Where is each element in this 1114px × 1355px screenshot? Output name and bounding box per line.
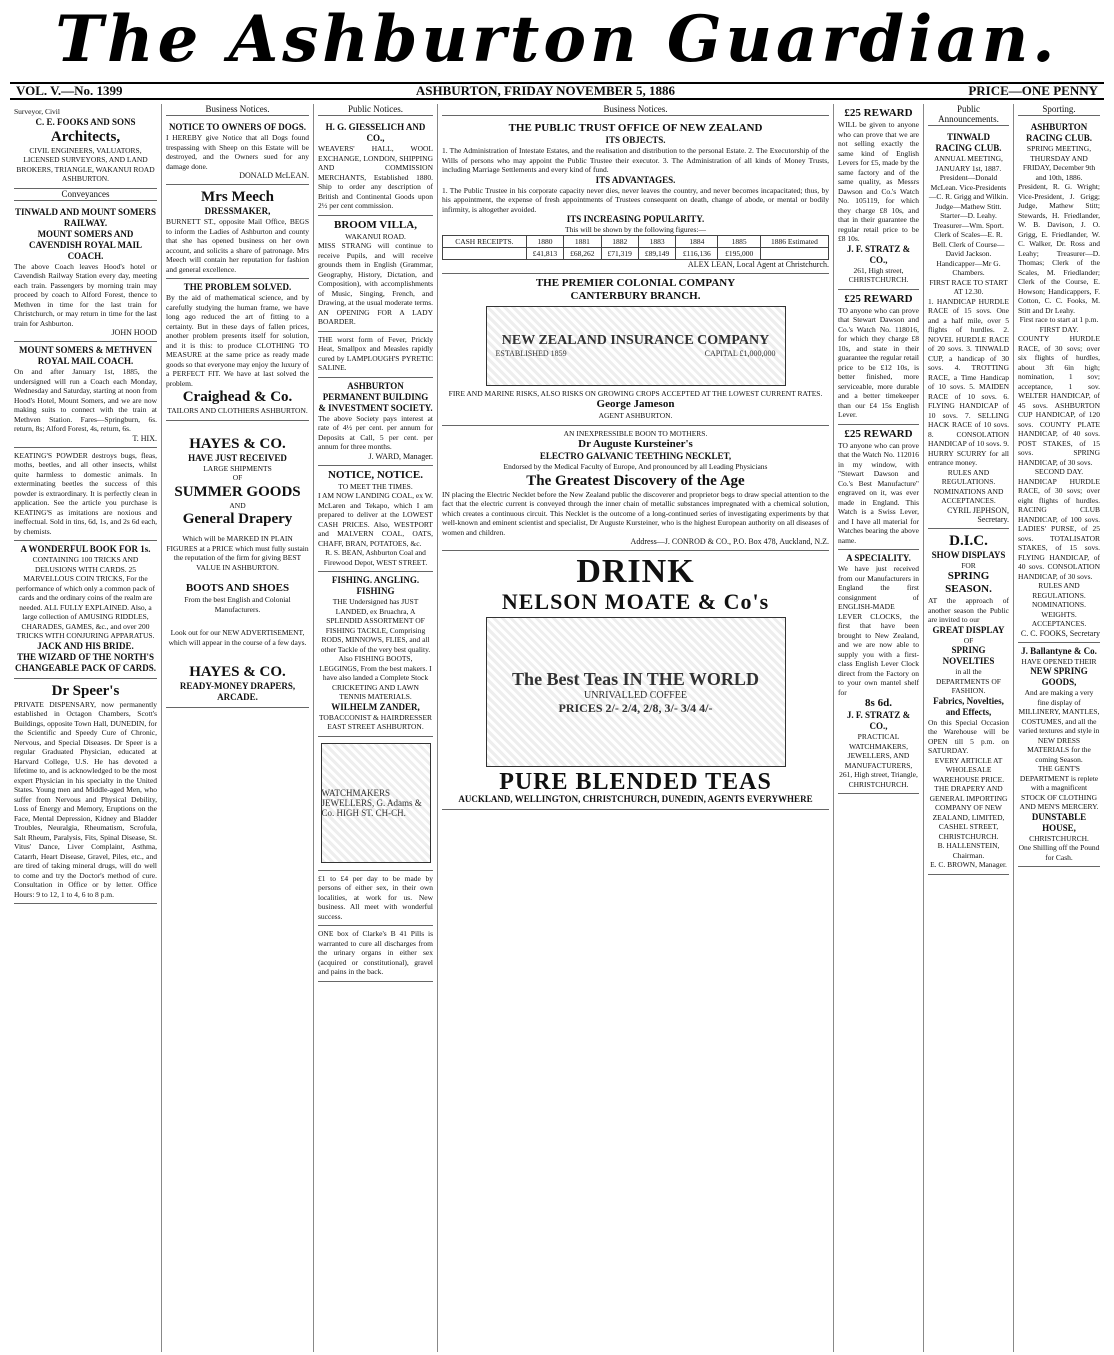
capital: CAPITAL £1,000,000 [704, 349, 776, 358]
tea-ad [442, 551, 829, 810]
column-6 [924, 104, 1014, 1352]
arc-rules: RULES AND REGULATIONS. [1032, 581, 1086, 600]
jameson: George Jameson [596, 398, 675, 410]
coach-body: The above Coach leaves Hood's hotel or Cavendish Railway Station every day, meeting each train. Passengers by morning train may proceed by coach to Alford Forest, thence to Methven in time for the last train for Christchurch, or may return in time for the last train for Ashburton. [14, 261, 157, 328]
notice-sub: TO MEET THE TIMES. [338, 481, 413, 491]
arc-spring: SPRING MEETING, [1026, 144, 1092, 153]
dic-depts: in all the DEPARTMENTS OF FASHION. [936, 667, 1001, 695]
building-body: The above Society pays interest at rate of 4½ per cent. per annum for Deposits at Call, 5 per cent. per annum for three months. [318, 413, 433, 451]
dic-ad [928, 529, 1009, 875]
table-cell: 1883 [638, 235, 675, 247]
insurance-crest [486, 306, 786, 386]
premier-title: THE PREMIER COLONIAL COMPANY [535, 276, 736, 289]
tea-engraving [486, 617, 786, 767]
kurst-name: Dr Auguste Kursteiner's [578, 438, 693, 450]
dic-great: GREAT DISPLAY [932, 624, 1005, 635]
giesselich-title: H. G. GIESSELICH AND CO., [325, 122, 426, 143]
table-cell [760, 247, 828, 259]
reward1-body: WILL be given to anyone who can prove that we are not selling exactly the same kind of English Levers for £5, made by the same factory and of the same quality, as Messrs Dawson and Co.'s Watch No. 105119, for which they charge £8 10s, and that in their guarantee the regular retail price to be £8 10s. [838, 120, 919, 243]
table-cell: 1882 [601, 235, 638, 247]
stratz-addr: 261, High street, CHRISTCHURCH. [848, 265, 909, 284]
tinwald-noms: NOMINATIONS AND ACCEPTANCES. [933, 486, 1004, 505]
public-head: Public Notices. [318, 104, 433, 116]
problem-title: THE PROBLEM SOLVED. [183, 282, 292, 292]
fishing-title: FISHING. ANGLING. FISHING [331, 575, 420, 596]
fire-line: FIRE AND MARINE RISKS, ALSO RISKS ON GROWING CROPS ACCEPTED AT THE LOWEST CURRENT RATES. [448, 388, 823, 398]
dic-wholesale: EVERY ARTICLE AT WHOLESALE WAREHOUSE PRICE. [932, 755, 1005, 784]
business-head-2: Business Notices. [442, 104, 829, 116]
table-cell: £195,000 [718, 247, 760, 259]
mail-body: On and after January 1st, 1885, the undersigned will run a Coach each Monday, Wednesday and Saturday, starting at noon from Hood's Hotel, Mount Somers, and we are now making suits to connect with the train at Methven Station. Fares—Springburn, 6s. return, 8s; Alford Forest, 4s, return, 6s. [14, 367, 157, 433]
table-cell: CASH RECEIPTS. [443, 235, 527, 247]
pop-sub: This will be shown by the following figures:— [564, 225, 707, 234]
arc-second-body: HANDICAP HURDLE RACE, of 30 sovs; over eight flights of hurdles. RACING CLUB HANDICAP, of 100 sovs. LADIES' PURSE, of 25 sovs. TOTALISATOR STAKES, of 15 sovs. FLYING HANDICAP, of 40 sovs. CONSOLATION HANDICAP, of 30 sovs. [1018, 476, 1100, 581]
tinwald-ad [928, 129, 1009, 529]
conveyances-head: Conveyances [14, 189, 157, 201]
reward3-title: £25 REWARD [844, 427, 913, 440]
dic-hallenstein: B. HALLENSTEIN, Chairman. [937, 841, 1000, 860]
arc-weights: WEIGHTS. [1041, 609, 1077, 619]
broom-body: MISS STRANG will continue to receive Pupils, and will receive grounds them in English (Grammar, Geography, History, Dictation, and Composition), with accomplishments of Music, Singing, French, and Drawing, at the usual moderate terms. AN OPENING FOR A LADY BOARDER. [318, 241, 433, 326]
hayes-l4: SUMMER GOODS [174, 483, 301, 500]
hayes2-sub: READY-MONEY DRAPERS, ARCADE. [179, 681, 296, 702]
adv-body: 1. The Public Trustee in his corporate capacity never dies, never leaves the country, and never becomes incapacitated; thus, by his appointment, the expense of fresh appointments of Trustees consequent on death, change of abode, or mental or bodily infirmity, is altogether avoided. [442, 185, 829, 214]
ballantyne-opened: HAVE OPENED THEIR [1021, 656, 1097, 666]
coach-title: TINWALD AND MOUNT SOMERS RAILWAY. [14, 206, 157, 228]
zander-sub: TOBACCONIST & HAIRDRESSER EAST STREET ASHBURTON. [318, 712, 433, 731]
arc-ad [1018, 119, 1100, 643]
unrivalled: UNRIVALLED COFFEE [584, 689, 687, 701]
column-1 [10, 104, 162, 1352]
sporting-head: Sporting. [1018, 104, 1100, 116]
dic-of: OF [963, 635, 974, 645]
book-ad [14, 541, 157, 679]
coach-sub: MOUNT SOMERS AND CAVENDISH ROYAL MAIL COACH. [28, 228, 143, 261]
watchmakers-text: WATCHMAKERS JEWELLERS, G. Adams & Co. HIGH ST. CH-CH. [321, 787, 422, 818]
public-ann-head: Public Announcements. [928, 104, 1009, 126]
coach-ad [14, 204, 157, 343]
arc-officers: President, R. G. Wright; Vice-President, J. Grigg; Judge, Mathew Stitt; Stewards, H. Friedlander, W. B. Davison, J. O. Grigg, E. Friedlander, W. C. Walker, Dr. Ross and Leahy; Treasurer—D. Thomas; Clerk of the Scales, M. Friedlander; Clerk of the Course, E. Howson; Handicappers, F. Cotton, C. C. Fooks, M. Stitt and Dr Leahy. [1018, 182, 1100, 315]
fever-ad: THE worst form of Fever, Prickly Heat, Smallpox and Measles rapidly cured by LAMPLOUGH'S PYRETIC SALINE. [318, 332, 433, 378]
table-cell: £41,813 [526, 247, 563, 259]
column-3 [314, 104, 438, 1352]
arc-dates: THURSDAY AND FRIDAY, December 9th and 10th, 1886. [1022, 153, 1096, 182]
ballantyne-ad [1018, 643, 1100, 868]
hayes-l5: AND [229, 500, 246, 510]
receipts-table [442, 235, 829, 260]
table-cell: 1881 [564, 235, 601, 247]
hayes-l2: LARGE SHIPMENTS [203, 463, 272, 473]
hayes2-title: HAYES & CO. [189, 664, 286, 680]
masthead-title: The Ashburton Guardian. [55, 2, 1059, 77]
insurance-name: NEW ZEALAND INSURANCE COMPANY [501, 333, 770, 348]
conrod-line: Address—J. CONROD & CO., P.O. Box 478, Auckland, N.Z. [630, 537, 829, 546]
reward2-title: £25 REWARD [844, 292, 913, 305]
stratz-name: J. F. STRATZ & CO., [846, 243, 911, 265]
dic-body: AT the approach of another season the Public are invited to our [928, 596, 1009, 624]
volume-number: VOL. V.—No. 1399 [16, 83, 123, 98]
craighead-title: Craighead & Co. [182, 389, 293, 405]
hayes-l6: General Drapery [182, 511, 293, 527]
table-cell: 1886 Estimated [760, 235, 828, 247]
earn-ad: £1 to £4 per day to be made by persons of either sex, in their own localities, at work for us. New business. All meet with wonderful success. [318, 871, 433, 927]
column-7 [1014, 104, 1104, 1352]
hayes-ad [166, 421, 309, 709]
dunstable: DUNSTABLE HOUSE, [1031, 811, 1087, 833]
reward3-body: TO anyone who can prove that the Watch No. 112016 in my window, with "Stewart Dawson and Co.'s Best Manufacture" engraved on it, was ever made in England. This Watch is a Swiss Lever, and I have all material for Watches bearing the above name. [838, 440, 919, 545]
problem-body: By the aid of mathematical science, and by carefully studying the human frame, we have long ago reduced the art of fitting to a certainty. But in these days of fallen prices, another problem presents itself for solution, and it is this: to produce CLOTHING TO MEASURE at the same price as ready made goods so that everyone may enjoy the luxury of a PERFECT FIT. We have at last solved the problem. [166, 293, 309, 388]
chch: CHRISTCHURCH. [1029, 833, 1089, 843]
ballantyne-millinery: And are making a very fine display of MILLINERY, MANTLES, COSTUMES, and all the varied textures and style in NEW DRESS MATERIALS for the coming Season. [1018, 688, 1100, 764]
fooks-ad [14, 104, 157, 189]
dic-drapery: THE DRAPERY AND GENERAL IMPORTING COMPANY OF NEW ZEALAND, LIMITED, CASHEL STREET, CHRISTCHURCH. [929, 784, 1008, 841]
column-5 [834, 104, 924, 1352]
column-2 [162, 104, 314, 1352]
table-cell: £68,262 [564, 247, 601, 259]
nelson-line: NELSON MOATE & Co's [501, 589, 770, 614]
trust-sub: ITS OBJECTS. [605, 135, 666, 145]
premier-branch: CANTERBURY BRANCH. [570, 289, 701, 302]
keating-ad: KEATING'S POWDER destroys bugs, fleas, moths, beetles, and all other insects, whilst quite harmless to domestic animals. In exterminating beetles the success of this powder is extraordinary. It is perfectly clean in application. See the article you purchase is KEATING'S as imitations are noxious and ineffectual. Sold in tins, 6d, 1s, and 2s 6d each, by chemists. [14, 448, 157, 542]
business-head: Business Notices. [166, 104, 309, 116]
drink-line: DRINK [576, 553, 695, 590]
arc-accept: ACCEPTANCES. [1031, 619, 1087, 628]
greatest-line: The Greatest Discovery of the Age [526, 472, 745, 489]
tinwald-title: TINWALD RACING CLUB. [935, 132, 1002, 153]
reward3-ad [838, 425, 919, 551]
reward1-title: £25 REWARD [844, 107, 913, 119]
giesselich-body: WEAVERS' HALL, WOOL EXCHANGE, LONDON, SHIPPING AND COMMISSION MERCHANTS, Established 1880. Ship to order any description of British and Continental Goods upon 2½ per cent commission. [318, 144, 433, 210]
ballantyne-gents: THE GENT'S DEPARTMENT is replete with a magnificent STOCK OF CLOTHING AND MEN'S MERCERY. [1019, 764, 1099, 811]
notice-ad [318, 466, 433, 573]
zander-title: WILHELM ZANDER, [331, 701, 420, 712]
meech-body: BURNETT ST., opposite Mail Office, BEGS to inform the Ladies of Ashburton and county that she has opened business on her own account, and solicits a share of patronage. Mrs Meech will contain her reputation for fashion and general excellence. [166, 217, 309, 274]
mothers-line: AN INEXPRESSIBLE BOON TO MOTHERS. [563, 428, 708, 438]
speer-title: Dr Speer's [51, 682, 120, 699]
table-cell: £71,319 [601, 247, 638, 259]
dic-saturday: On this Special Occasion the Warehouse will be OPEN till 5 p.m. on SATURDAY. [928, 717, 1009, 755]
fooks-sub: Architects, [50, 128, 121, 145]
arc-first-race: First race to start at 1 p.m. [1019, 315, 1099, 324]
trust-title: THE PUBLIC TRUST OFFICE OF NEW ZEALAND [508, 122, 763, 134]
stratz2-name: J. F. STRATZ & CO., [846, 710, 911, 731]
arc-first-day: FIRST DAY. [1039, 324, 1079, 334]
broom-ad [318, 216, 433, 332]
wizard-line: THE WIZARD OF THE NORTH'S CHANGEABLE PACK OF CARDS. [14, 651, 156, 673]
dateline [10, 82, 1104, 100]
hayes-l3: OF [232, 473, 243, 482]
hayes-l7: Which will be MARKED IN PLAIN FIGURES at a PRICE which must fully sustain the reputation of the firm for giving BEST VALUE IN ASHBURTON. [166, 534, 309, 572]
specialty-price: 8s 6d. [865, 697, 892, 709]
hayes-title: HAYES & CO. [189, 435, 286, 452]
table-cell: 1880 [526, 235, 563, 247]
coach-sig: JOHN HOOD [111, 328, 157, 337]
dogs-sig: DONALD McLEAN. [239, 171, 309, 180]
established: ESTABLISHED 1859 [495, 349, 567, 358]
dogs-ad [166, 119, 309, 185]
notice-body: I AM NOW LANDING COAL, ex W. McLaren and Tekapo, which I am prepared to deliver at the LOWEST CASH PRICES. Also, WESTPORT and MALVERN COAL, OATS, CHAFF, BRAN, POTATOES, &c. [318, 491, 433, 548]
specialty-body: We have just received from our Manufacturers in England the first consignment of ENGLISH-MADE LEVER CLOCKS, the first that have been brought to New Zealand, and we are now able to supply you with a first-class English Lever Clock direct from the Factory on to your own mantel shelf for [838, 564, 919, 697]
fishing-body: THE Undersigned has JUST LANDED, ex Bruachra, A SPLENDID ASSORTMENT OF FISHING TACKLE, Comprising RODS, MINNOWS, FLIES, and all other Tackle of the very best quality. Also FISHING BOOTS, LEGGINGS, From the best makers. I have also landed a Complete Stock CRICKETING AND LAWN TENNIS MATERIALS. [319, 597, 432, 701]
trust-body: 1. The Administration of Intestate Estates, and the realisation and distribution to the personal Estate. 2. The Executorship of the Wills of persons who may appoint the Public Trustee their executor. 3. The Administration of all kinds of Money Trusts, including Marriage Settlements and every kind of fund. [442, 146, 829, 174]
speer-ad [14, 679, 157, 905]
adv-title: ITS ADVANTAGES. [595, 174, 676, 185]
dic-novelties: SPRING NOVELTIES [942, 645, 995, 666]
tinwald-rules: RULES AND REGULATIONS. [941, 467, 996, 486]
jack-line: JACK AND HIS BRIDE. [37, 640, 134, 651]
fooks-title: C. E. FOOKS AND SONS [35, 116, 136, 127]
price: PRICE—ONE PENNY [968, 83, 1098, 98]
necklet-ad [442, 426, 829, 552]
meech-sub: DRESSMAKER, [204, 206, 271, 216]
dic-spring: SPRING SEASON. [945, 570, 992, 595]
reward2-body: TO anyone who can prove that Stewart Dawson and Co.'s Watch No. 118016, for which they charge £8 10s, and state in their guarantee the regular retail price to be £12 10s, is better finished, more serviceable, more durable and a better timekeeper than our £4 15s English Lever. [838, 305, 919, 419]
book-title: A WONDERFUL BOOK FOR 1s. [20, 544, 151, 554]
agent-line: AGENT ASHBURTON. [598, 411, 673, 420]
giesselich-ad [318, 119, 433, 216]
meech-title: Mrs Meech [201, 189, 274, 205]
notice-title: NOTICE, NOTICE. [327, 468, 424, 481]
table-cell: 1884 [676, 235, 718, 247]
reward1-ad [838, 104, 919, 290]
mail-ad [14, 342, 157, 448]
insurance-ad [442, 274, 829, 426]
necklet-body: IN placing the Electric Necklet before the New Zealand public the discoverer and proprietor begs to draw special attention to the fact that the electric current is conveyed through the inner chain of metallic substances impregnated with a chemical solution, which creates a continuous circuit. This Necklet is the outcome of a long-continued series of investigating experiments by that well-known and eminent scientist and specialist, Dr Auguste Kursteiner, who is the highest European authority on all diseases of women and children. [442, 489, 829, 537]
arc-title: ASHBURTON RACING CLUB. [1025, 122, 1092, 143]
table-row [443, 235, 829, 247]
ballantyne-title: J. Ballantyne & Co. [1021, 645, 1097, 656]
boots-title: BOOTS AND SHOES [185, 582, 290, 594]
dic-title: D.I.C. [949, 532, 988, 549]
arc-first-body: COUNTY HURDLE RACE, of 30 sovs; over six flights of hurdles, about 3ft 6in high; nomination, 1 sov; acceptance, 1 sov. WELTER HANDICAP, of 45 sovs. ASHBURTON CUP HANDICAP, of 120 sovs. COUNTY PLATE HANDICAP, of 40 sovs. POST STAKES, of 15 sovs. SPRING HANDICAP, of 30 sovs. [1018, 334, 1100, 467]
arc-sig: C. C. FOOKS, Secretary [1020, 628, 1100, 638]
surveyor-line: Surveyor, Civil [14, 107, 60, 116]
necklet-title: ELECTRO GALVANIC TEETHING NECKLET, [539, 451, 732, 461]
table-cell: £116,136 [676, 247, 718, 259]
tinwald-races: 1. HANDICAP HURDLE RACE of 15 sovs. One and a half mile, over 5 flights of hurdles. 2. NOVEL HURDLE RACE of 20 sovs. 3. TINWALD CUP, a handicap of 30 sovs. 4. TROTTING RACE, a Time Handicap of 10 sovs. 5. MAIDEN RACE of 10 sovs. 6. FLYING HANDICAP of 10 sovs. 7. SELLING HACK RACE of 10 sovs. 8. CONSOLATION HANDICAP of 10 sovs. 9. HURRY SCURRY for all entrance money. [928, 296, 1009, 467]
dogs-title: NOTICE TO OWNERS OF DOGS. [168, 122, 307, 132]
broom-sub: WAKANUI ROAD. [345, 231, 406, 241]
table-row [443, 247, 829, 259]
prices: PRICES 2/- 2/4, 2/8, 3/- 3/4 4/- [558, 700, 713, 715]
notice-sig: R. S. BEAN, Ashburton Coal and Firewood Depot, WEST STREET. [323, 548, 428, 567]
dic-brown: E. C. BROWN, Manager. [930, 860, 1007, 869]
building-title: ASHBURTON PERMANENT BUILDING & INVESTMENT SOCIETY. [318, 380, 433, 413]
fooks-body: CIVIL ENGINEERS, VALUATORS, LICENSED SURVEYORS, AND LAND BROKERS, TRIANGLE, WAKANUI ROAD ASHBURTON. [16, 145, 155, 183]
dogs-body: I HEREBY give Notice that all Dogs found trespassing with Sheep on this Estate will be destroyed, and the Owners sued for any damage done. [166, 133, 309, 171]
place-date: ASHBURTON, FRIDAY NOVEMBER 5, 1886 [415, 83, 675, 98]
tinwald-sub: ANNUAL MEETING, JANUARY 1st, 1887. [934, 154, 1003, 173]
reward2-ad [838, 290, 919, 425]
table-cell: £89,149 [638, 247, 675, 259]
arc-second-day: SECOND DAY. [1034, 467, 1084, 476]
shilling: One Shilling off the Pound for Cash. [1018, 843, 1100, 862]
arc-noms: NOMINATIONS. [1032, 600, 1086, 609]
building-sig: J. WARD, Manager. [368, 451, 433, 461]
ballantyne-new: NEW SPRING GOODS, [1030, 666, 1088, 687]
meech-ad [166, 185, 309, 279]
tinwald-officers: President—Donald McLean. Vice-Presidents—C. R. Grigg and Wilkin. Judge—Mathew Stitt. Starter—D. Leahy. Treasurer—Wm. Sport. Clerk of Scales—E. R. Bell. Clerk of Course—David Jackson. Handicapper—Mr G. Chambers. [928, 173, 1009, 277]
problem-ad [166, 279, 309, 421]
column-4 [438, 104, 834, 1352]
pure-teas: PURE BLENDED TEAS [499, 769, 772, 795]
newspaper-columns [10, 104, 1104, 1352]
fishing-ad [318, 572, 433, 737]
dic-show: SHOW DISPLAYS [931, 549, 1006, 560]
broom-title: BROOM VILLA, [334, 218, 417, 231]
insurance-meta [496, 349, 776, 358]
watchmakers-ad [318, 737, 433, 871]
mail-title: MOUNT SOMERS & METHVEN ROYAL MAIL COACH. [18, 345, 153, 366]
book-body: CONTAINING 100 TRICKS AND DELUSIONS WITH CARDS. 25 MARVELLOUS COIN TRICKS, For the performance of which only a common pack of cards and the ordinary coins of the realm are needed. ALL FULLY EXPLAINED. Also, a large collection of AMUSING RIDDLES, CHARADES, GAMES, &c., and over 200 TRICKS WITH CONJURING APPARATUS. [16, 555, 155, 640]
clarke-ad: ONE box of Clarke's B 41 Pills is warranted to cure all discharges from the urinary organs in either sex (acquired or constitutional), gravel and pains in the back. [318, 926, 433, 982]
boots-body: From the best English and Colonial Manufacturers. [184, 595, 291, 614]
trust-sig: ALEX LEAN, Local Agent at Christchurch. [687, 259, 829, 269]
table-cell [443, 247, 527, 259]
tinwald-sig: CYRIL JEPHSON, Secretary. [947, 505, 1009, 524]
specialty-ad [838, 550, 919, 794]
best-teas: The Best Teas IN THE WORLD [512, 668, 759, 689]
watchmakers-engraving [321, 743, 431, 863]
stratz2-sub: PRACTICAL WATCHMAKERS, JEWELLERS, AND MANUFACTURERS, 261, High street, Triangle, CHRISTCHURCH. [839, 732, 918, 789]
endorsed-line: Endorsed by the Medical Faculty of Europe, And pronounced by all Leading Physicians [503, 462, 768, 471]
dic-fabrics: Fabrics, Novelties, and Effects, [933, 695, 1004, 717]
table-cell: 1885 [718, 235, 760, 247]
specialty-title: A SPECIALITY. [846, 553, 911, 563]
tinwald-first: FIRST RACE TO START AT 12.30. [929, 277, 1008, 296]
mail-sig: T. HIX. [132, 433, 157, 443]
building-ad [318, 378, 433, 466]
craighead-sub: TAILORS AND CLOTHIERS ASHBURTON. [167, 406, 308, 415]
lookout: Look out for our NEW ADVERTISEMENT, which will appear in the course of a few days. [168, 628, 307, 647]
pop-title: ITS INCREASING POPULARITY. [566, 214, 705, 224]
hayes-l1: HAVE JUST RECEIVED [188, 452, 287, 463]
trust-ad [442, 119, 829, 274]
speer-body: PRIVATE DISPENSARY, now permanently established in Octagon Chambers, Scott's Buildings, opposite Town Hall, DUNEDIN, for the Scientific and Speedy Cure of Chronic, Nervous, and Special Diseases. Dr Speer is a regular Graduated Physician, educated at Harvard College, U.S. He has devoted a lifetime to, and is acknowledged to be the most expert Physician in his specialty in the United States. Young men and Middle-aged Men, who suffer from Nervous and Physical Debility, Loss of Energy and Memory, Eruptions on the Face, Mental Depression, Kidney and Bladder Troubles, Neuralgia, Rheumatism, Scrofula, Salt Rheum, Paralysis, Fits, Spinal Disease, St. Vitus' Dance, Liver Complaint, Asthma, Catarrh, Heart Disease, Gravel, Piles, etc., and are tired of taking mineral drugs, will do well to come and try the Doctor's method of cure. Consultation in Office or by letter. Office Hours: 9 to 12, 1 to 4, 6 to 8 p.m. [14, 699, 157, 899]
cities-line: AUCKLAND, WELLINGTON, CHRISTCHURCH, DUNEDIN, AGENTS EVERYWHERE [458, 794, 813, 804]
dic-for: FOR [961, 560, 976, 570]
